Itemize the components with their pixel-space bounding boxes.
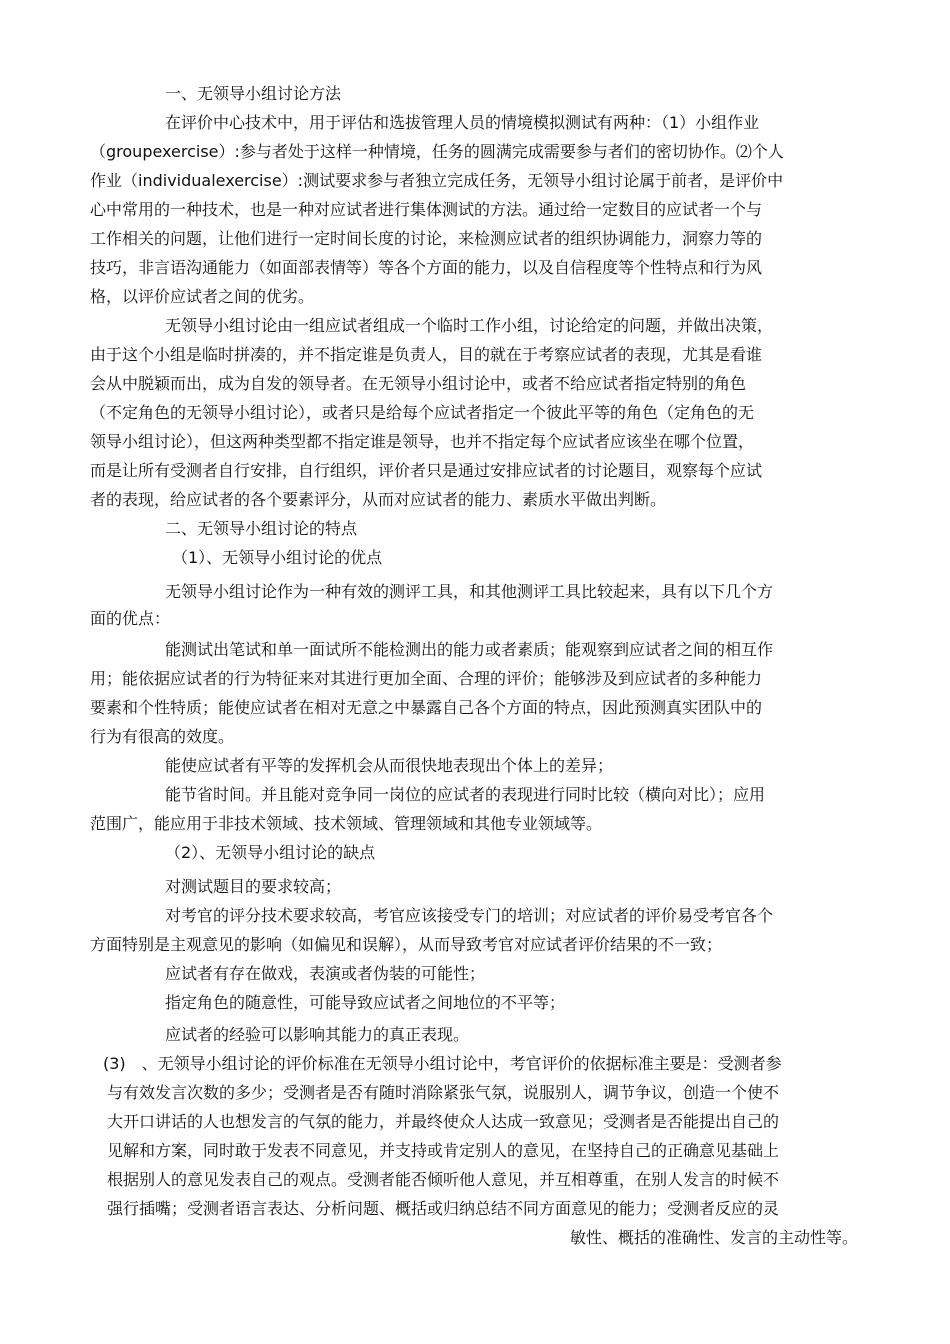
paragraph-line: 格，以评价应试者之间的优劣。 [90, 287, 315, 306]
paragraph-line: (3) 、无领导小组讨论的评价标准在无领导小组讨论中，考官评价的依据标准主要是：受测者参 [103, 1054, 782, 1073]
paragraph-line: 应试者的经验可以影响其能力的真正表现。 [165, 1025, 470, 1044]
paragraph-line: 心中常用的一种技术，也是一种对应试者进行集体测试的方法。通过给一定数目的应试者一个与 [90, 200, 763, 219]
paragraph-line: 指定角色的随意性，可能导致应试者之间地位的不平等； [165, 993, 566, 1012]
paragraph-line: 无领导小组讨论由一组应试者组成一个临时工作小组，讨论给定的问题，并做出决策， [165, 316, 774, 335]
paragraph-line: 行为有很高的效度。 [90, 727, 235, 746]
paragraph-line: 由于这个小组是临时拼凑的，并不指定谁是负责人，目的就在于考察应试者的表现，尤其是看谁 [90, 345, 763, 364]
paragraph-line: 用；能依据应试者的行为特征来对其进行更加全面、合理的评价；能够涉及到应试者的多种能力 [90, 669, 763, 688]
paragraph-line: （groupexercise）:参与者处于这样一种情境，任务的圆满完成需要参与者们的密切协作。⑵个人 [90, 142, 784, 161]
paragraph-line: 会从中脱颖而出，成为自发的领导者。在无领导小组讨论中，或者不给应试者指定特别的角色 [90, 374, 747, 393]
paragraph-line: 要素和个性特质；能使应试者在相对无意之中暴露自己各个方面的特点，因此预测真实团队中的 [90, 698, 763, 717]
paragraph-line: 工作相关的问题，让他们进行一定时间长度的讨论，来检测应试者的组织协调能力，洞察力等的 [90, 229, 763, 248]
paragraph-line: 对测试题目的要求较高； [165, 877, 342, 896]
paragraph-line: 见解和方案，同时敢于发表不同意见，并支持或肯定别人的意见，在坚持自己的正确意见基础上 [107, 1141, 780, 1160]
paragraph-line: 能测试出笔试和单一面试所不能检测出的能力或者素质；能观察到应试者之间的相互作 [165, 640, 774, 659]
subheading-advantages: （1）、无领导小组讨论的优点 [172, 548, 383, 567]
paragraph-line: 强行插嘴；受测者语言表达、分析问题、概括或归纳总结不同方面意见的能力；受测者反应的灵 [107, 1199, 780, 1218]
paragraph-line: 范围广，能应用于非技术领域、技术领域、管理领域和其他专业领域等。 [90, 814, 603, 833]
section-heading-features: 二、无领导小组讨论的特点 [165, 519, 358, 538]
paragraph-line: 者的表现，给应试者的各个要素评分，从而对应试者的能力、素质水平做出判断。 [90, 490, 667, 509]
paragraph-line: 敏性、概括的准确性、发言的主动性等。 [569, 1228, 858, 1247]
paragraph-line: 应试者有存在做戏，表演或者伪装的可能性； [165, 964, 486, 983]
paragraph-line: 与有效发言次数的多少；受测者是否有随时消除紧张气氛，说服别人，调节争议，创造一个使不 [107, 1083, 780, 1102]
paragraph-line: 作业（individualexercise）:测试要求参与者独立完成任务，无领导小组讨论属于前者，是评价中 [90, 171, 784, 190]
subheading-disadvantages: （2）、无领导小组讨论的缺点 [165, 843, 376, 862]
section-heading-method: 一、无领导小组讨论方法 [165, 84, 342, 103]
paragraph-line: 技巧，非言语沟通能力（如面部表情等）等各个方面的能力，以及自信程度等个性特点和行为风 [90, 258, 763, 277]
paragraph-line: （不定角色的无领导小组讨论），或者只是给每个应试者指定一个彼此平等的角色（定角色的无 [90, 403, 755, 422]
paragraph-line: 无领导小组讨论作为一种有效的测评工具，和其他测评工具比较起来，具有以下几个方 [165, 582, 774, 601]
paragraph-line: 能使应试者有平等的发挥机会从而很快地表现出个体上的差异； [165, 756, 614, 775]
paragraph-line: 在评价中心技术中，用于评估和选拔管理人员的情境模拟测试有两种：（1）小组作业 [165, 113, 760, 132]
paragraph-line: 而是让所有受测者自行安排，自行组织，评价者只是通过安排应试者的讨论题目，观察每个应试 [90, 461, 763, 480]
paragraph-line: 领导小组讨论），但这两种类型都不指定谁是领导，也并不指定每个应试者应该坐在哪个位置， [90, 432, 755, 451]
paragraph-line: 方面特别是主观意见的影响（如偏见和误解），从而导致考官对应试者评价结果的不一致； [90, 935, 723, 954]
paragraph-line: 大开口讲话的人也想发言的气氛的能力，并最终使众人达成一致意见；受测者是否能提出自己的 [107, 1112, 780, 1131]
paragraph-line: 能节省时间。并且能对竞争同一岗位的应试者的表现进行同时比较（横向对比）；应用 [165, 785, 766, 804]
paragraph-line: 面的优点： [90, 609, 171, 628]
paragraph-line: 根据别人的意见发表自己的观点。受测者能否倾听他人意见，并互相尊重，在别人发言的时候不 [107, 1170, 780, 1189]
paragraph-line: 对考官的评分技术要求较高，考官应该接受专门的培训；对应试者的评价易受考官各个 [165, 906, 774, 925]
